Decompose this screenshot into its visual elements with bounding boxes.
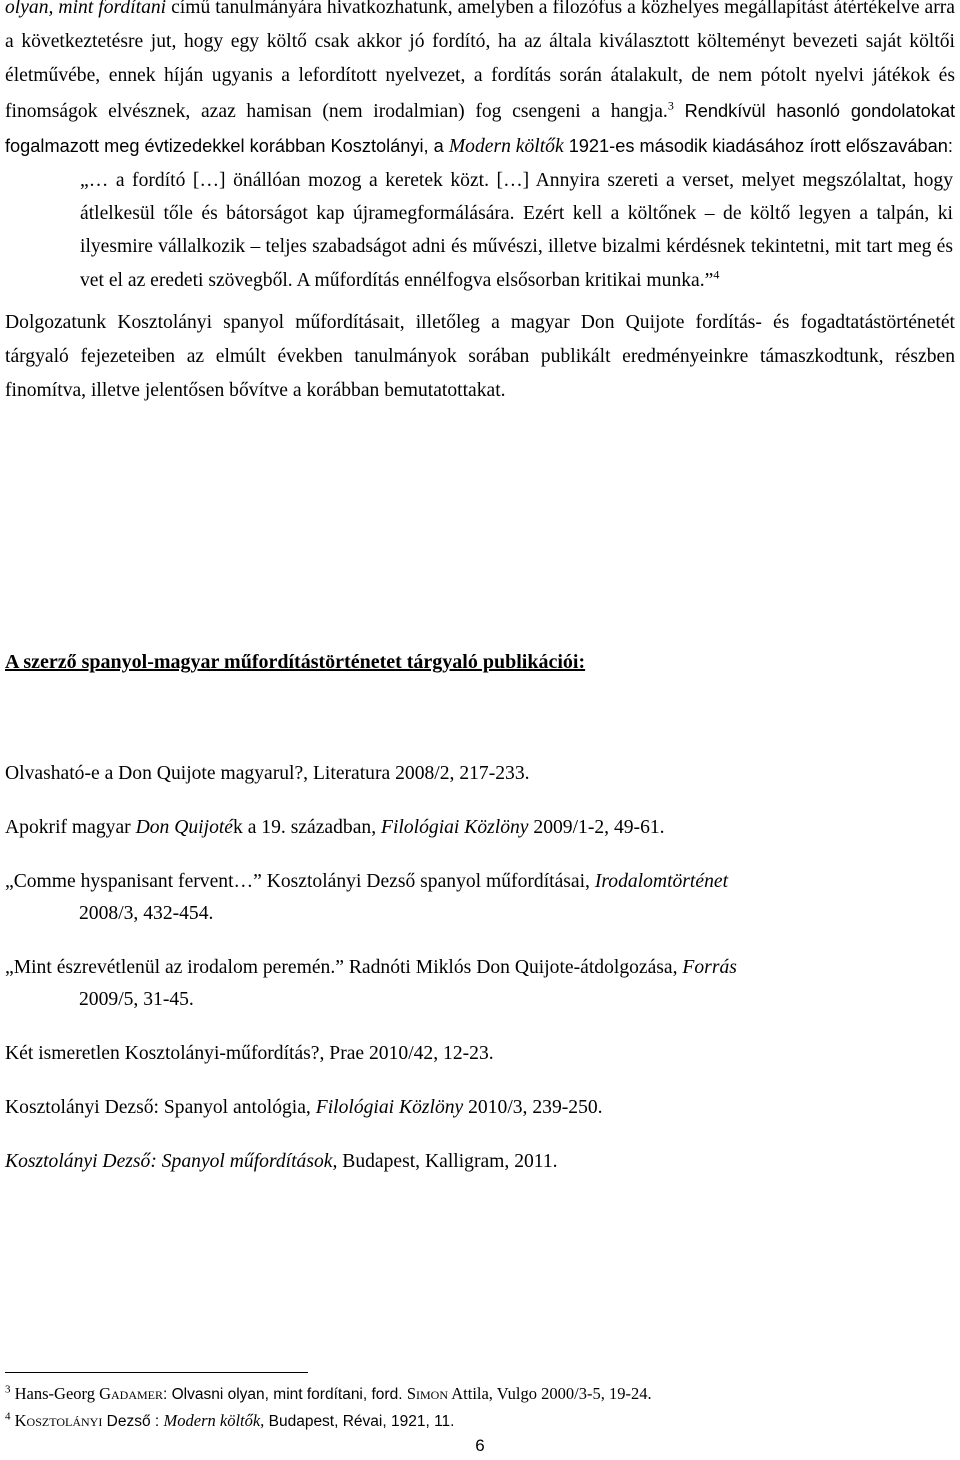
footnote-text: : Olvasni olyan, mint fordítani, ford. [163,1386,407,1403]
pub-journal: Forrás [682,957,737,978]
publication-item [5,812,955,844]
footnote-text: Budapest, Révai, 1921, 11. [264,1413,455,1430]
footnote-book-title: Modern költők, [163,1411,265,1430]
footnote-number: 4 [5,1410,11,1423]
pub-text: k a 19. században, [233,817,381,838]
italic-title-fragment: olyan, mint fordítani [5,0,167,18]
pub-text: 2009/5, 31-45. [79,989,194,1010]
pub-text: Két ismeretlen Kosztolányi-műfordítás?, Prae 2010/42, 12-23. [5,1043,494,1064]
publication-list [5,758,955,1200]
footnote-author: Gadamer [99,1384,164,1403]
footnote-text: Dezső : [102,1413,164,1430]
publication-item [5,1038,955,1070]
pub-text: 2009/1-2, 49-61. [528,817,665,838]
pub-italic: Don Quijoté [135,817,234,838]
pub-text: „Comme hyspanisant fervent…” Kosztolányi Dezső spanyol műfordításai, [5,871,595,892]
footnote-text: Attila, Vulgo 2000/3-5, 19-24. [448,1384,652,1403]
footnote-4 [5,1408,955,1435]
italic-book-title: Modern költők [448,135,564,157]
footnote-text: Hans-Georg [10,1384,100,1403]
paragraph-intro-text-3: 1921-es második kiadásához írott előszavában: [563,135,953,156]
footnote-number: 3 [5,1383,11,1396]
page-number: 6 [475,1436,485,1455]
publication-item [5,1146,955,1178]
paragraph-intro-text-2: Rendkívül hasonló gondolatokat fogalmazott meg évtizedekkel korábban Kosztolányi, a [5,100,956,156]
publication-item [5,758,955,790]
footnote-ref-4[interactable]: 4 [713,267,720,282]
pub-journal: Filológiai Közlöny [381,817,529,838]
pub-text: 2008/3, 432-454. [79,903,214,924]
publication-item [5,1092,955,1124]
block-quote [80,164,955,297]
pub-text: 2010/3, 239-250. [463,1097,603,1118]
publication-item [5,952,955,1016]
paragraph-intro-text: című tanulmányára hivatkozhatunk, amelyben a filozófus a közhelyes megállapítást átértékelve arra a következtetésre jut, hogy egy költő csak akkor jó fordító, ha az általa kiválasztott költeményt bevezeti saját költői életművébe, ennek híján ugyanis a lefordított nyelvezet, a fordítás során átalakult, de nem pótolt nyelvi játékok és finomságok elvésznek, azaz hamisan (nem irodalmian) fog csengeni a hangja. [5,0,956,122]
footnote-ref-3[interactable]: 3 [667,98,674,113]
footnote-translator: Simon [406,1384,449,1403]
footnote-3 [5,1381,955,1408]
pub-text: Olvasható-e a Don Quijote magyarul?, Literatura 2008/2, 217-233. [5,763,530,784]
pub-text: „Mint észrevétlenül az irodalom peremén.” Radnóti Miklós Don Quijote-átdolgozása, [5,957,683,978]
quote-text: „… a fordító […] önállóan mozog a keretek közt. […] Annyira szereti a verset, melyet megszólaltat, hogy átlelkesül tőle és bátorságot kap újramegformálására. Ezért kell a költőnek – de költő legyen a talpán, ki ilyesmire vállalkozik – teljes szabadságot adni és művészi, illetve bizalmi kérdésnek tekintetni, mit tart meg és vet el az eredeti szövegből. A műfordítás ennélfogva elsősorban kritikai munka.” [80,170,953,291]
paragraph-dissertation: Dolgozatunk Kosztolányi spanyol műfordításait, illetőleg a magyar Don Quijote fordítás- és fogadtatástörténetét tárgyaló fejezeteiben az elmúlt években tanulmányok sorában publikált eredményeinkre támaszkodtunk, részben finomítva, illetve jelentősen bővítve a korábban bemutatottakat. [5,311,955,402]
footnotes [5,1381,955,1435]
publication-item [5,866,955,930]
paragraph-intro [5,0,955,164]
footnote-divider [5,1372,308,1373]
pub-journal: Irodalomtörténet [594,871,729,892]
footnote-author: Kosztolányi [14,1411,103,1430]
pub-book-title: Kosztolányi Dezső: Spanyol műfordítások, [5,1151,338,1172]
pub-text: Apokrif magyar [5,817,136,838]
pub-journal: Filológiai Közlöny [315,1097,464,1118]
pub-text: Kosztolányi Dezső: Spanyol antológia, [5,1097,316,1118]
pub-text: Budapest, Kalligram, 2011. [337,1151,558,1172]
section-heading: A szerző spanyol-magyar műfordítástörténetet tárgyaló publikációi: [5,651,586,673]
